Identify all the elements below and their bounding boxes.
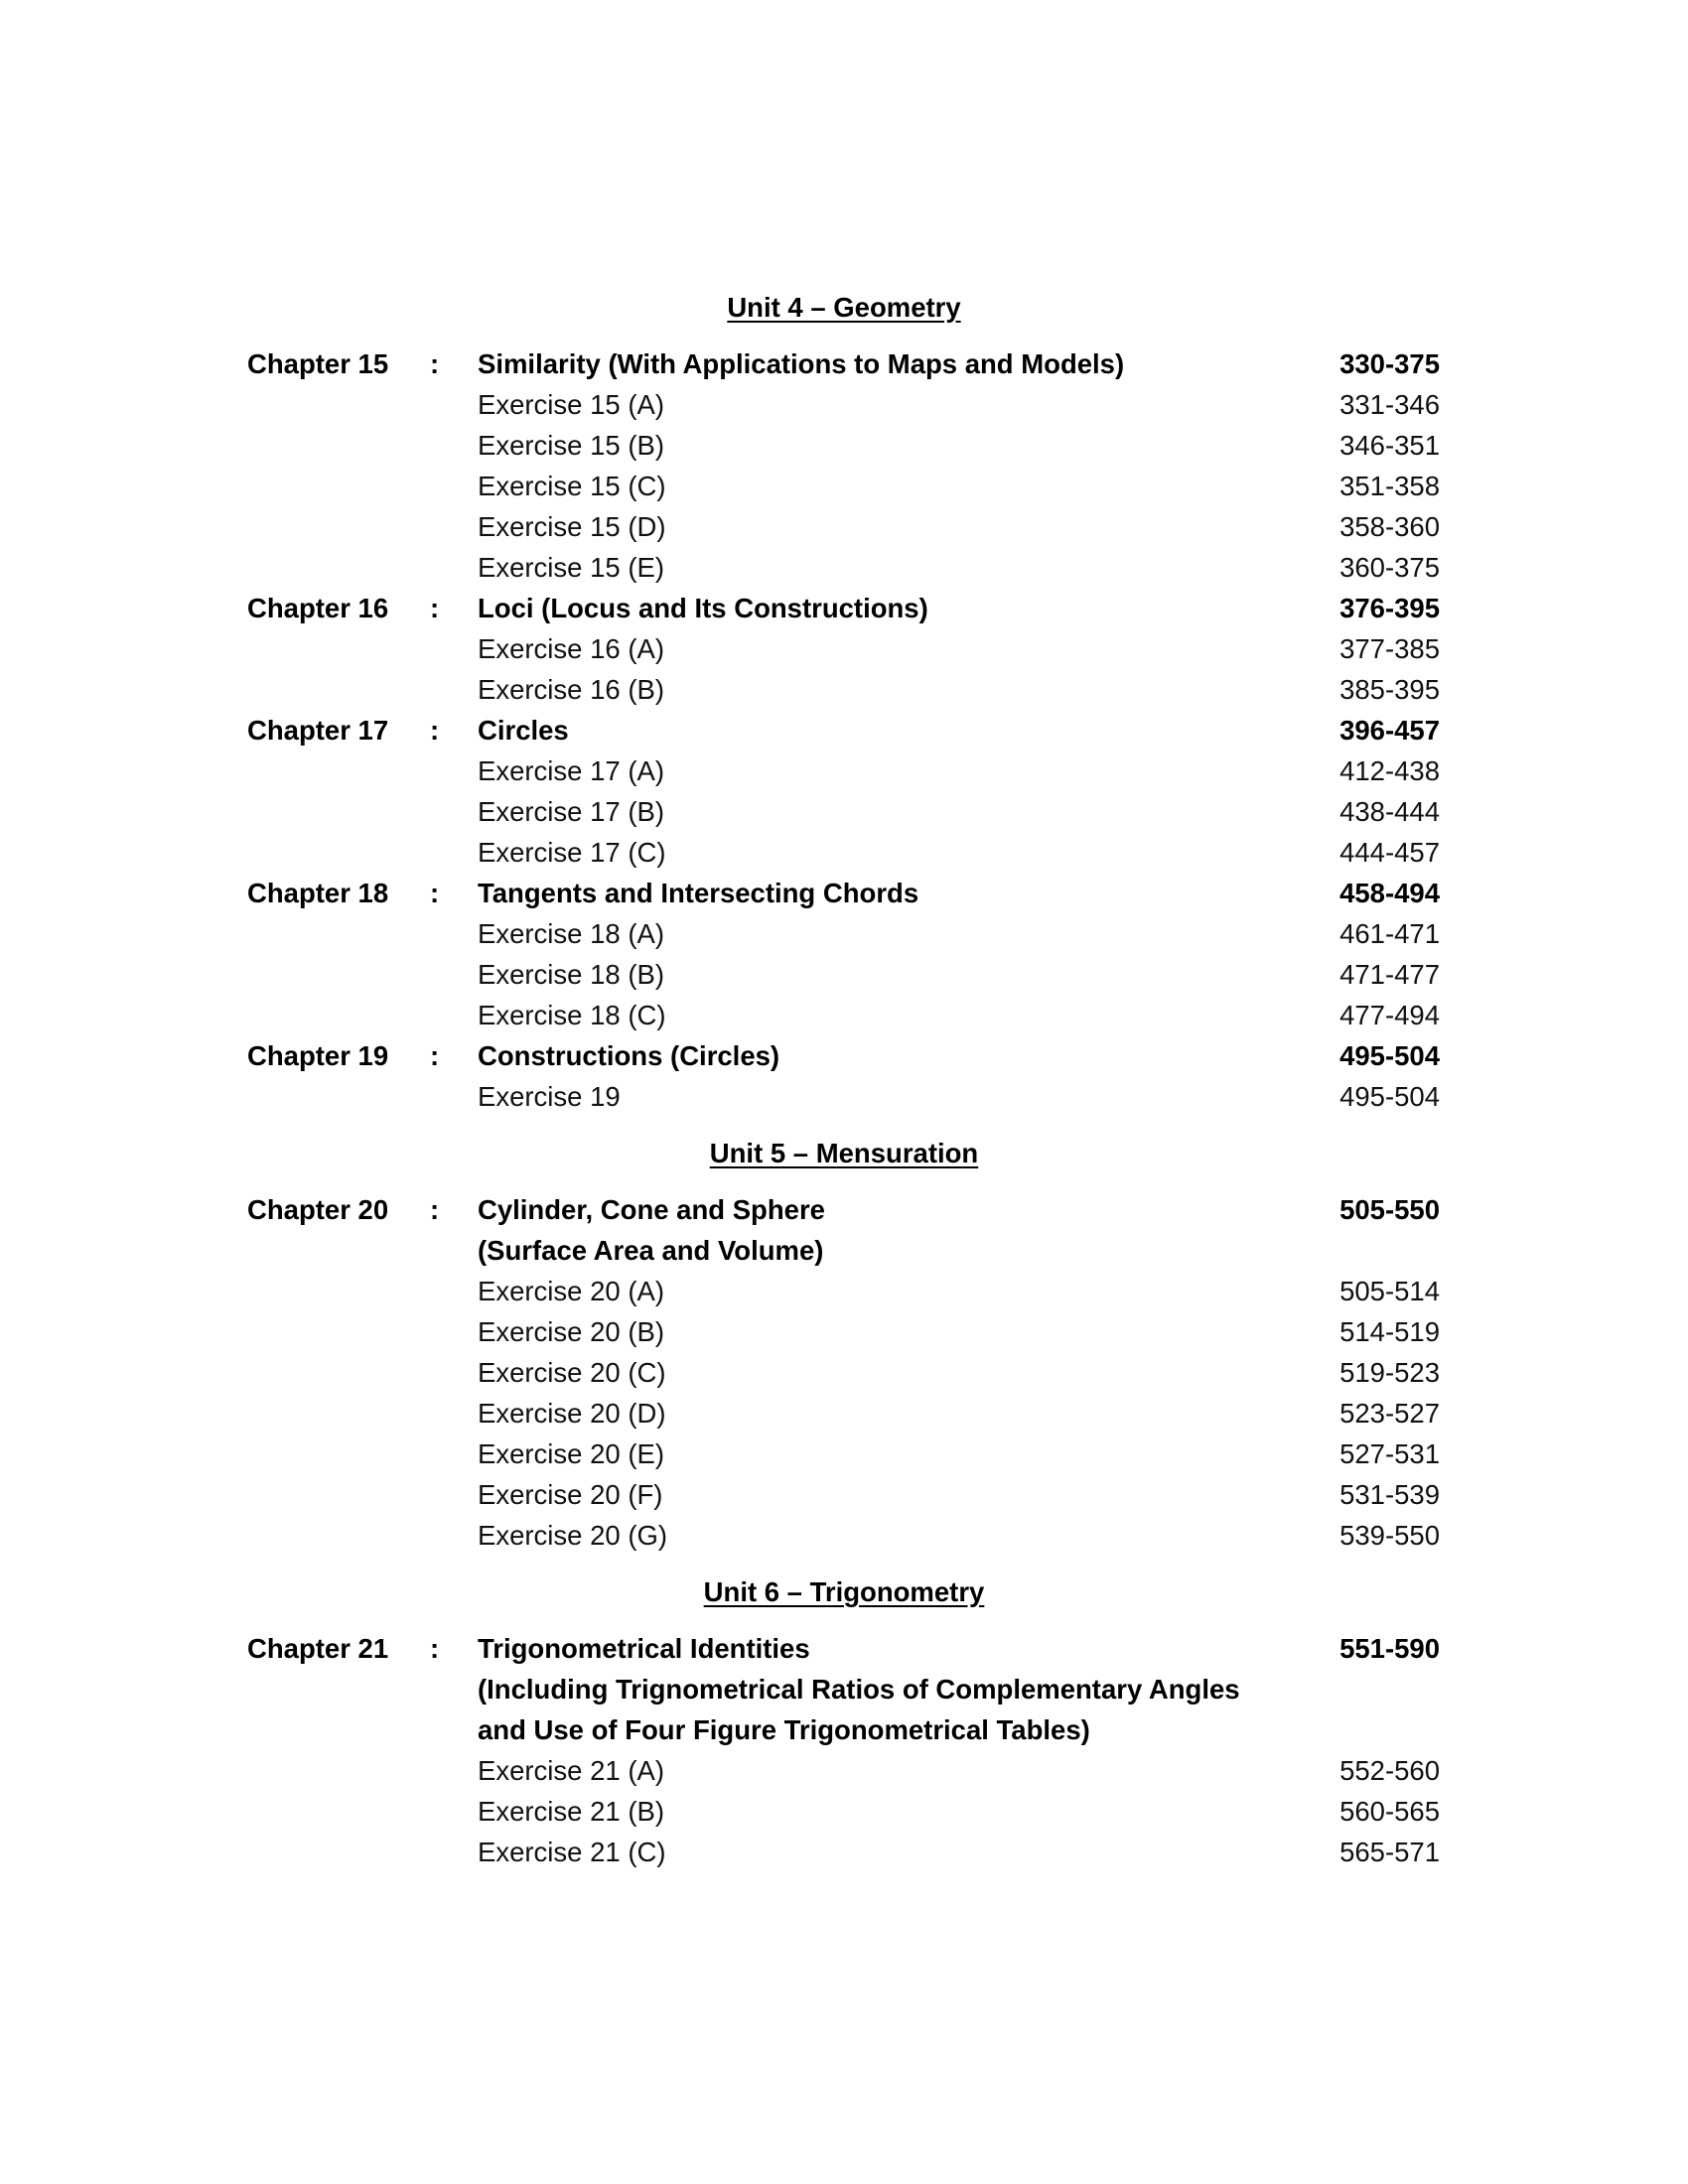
chapter-pages: 495-504 [1339, 1040, 1440, 1071]
chapter-title: Cylinder, Cone and Sphere [478, 1194, 825, 1225]
exercise-title: Exercise 15 (D) [478, 511, 666, 542]
exercise-title: Exercise 17 (C) [478, 837, 666, 868]
section-gap [0, 1612, 1688, 1628]
unit-heading [0, 287, 1688, 328]
exercise-pages: 346-351 [1339, 430, 1440, 461]
exercise-title: Exercise 16 (B) [478, 674, 664, 705]
chapter-label: Chapter 18 [247, 878, 389, 908]
chapter-title: Similarity (With Applications to Maps and Models) [478, 348, 1125, 379]
exercise-pages: 560-565 [1339, 1796, 1440, 1827]
exercise-title: Exercise 20 (E) [478, 1438, 664, 1469]
exercise-title: Exercise 20 (G) [478, 1520, 668, 1551]
exercise-row [0, 547, 1688, 588]
exercise-row [0, 791, 1688, 832]
exercise-pages: 505-514 [1339, 1276, 1440, 1306]
exercise-pages: 360-375 [1339, 552, 1440, 583]
exercise-title: Exercise 18 (A) [478, 918, 664, 949]
exercise-title: Exercise 15 (B) [478, 430, 664, 461]
chapter-title: (Including Trignometrical Ratios of Complementary Angles [478, 1674, 1240, 1705]
exercise-pages: 438-444 [1339, 796, 1440, 827]
exercise-title: Exercise 19 [478, 1081, 621, 1112]
unit-heading [0, 1133, 1688, 1173]
chapter-title: Tangents and Intersecting Chords [478, 878, 919, 908]
exercise-row [0, 425, 1688, 466]
exercise-pages: 527-531 [1339, 1438, 1440, 1469]
exercise-title: Exercise 15 (E) [478, 552, 664, 583]
exercise-pages: 531-539 [1339, 1479, 1440, 1510]
exercise-pages: 358-360 [1339, 511, 1440, 542]
chapter-colon: : [430, 715, 440, 746]
exercise-row [0, 1474, 1688, 1515]
exercise-row [0, 466, 1688, 506]
exercise-row [0, 995, 1688, 1035]
chapter-colon: : [430, 1040, 440, 1071]
chapter-label: Chapter 20 [247, 1194, 389, 1225]
section-gap [0, 1556, 1688, 1571]
exercise-row [0, 832, 1688, 873]
chapter-title-continuation [0, 1709, 1688, 1750]
exercise-title: Exercise 17 (B) [478, 796, 664, 827]
unit-heading-text: Unit 5 – Mensuration [709, 1138, 979, 1168]
section-gap [0, 1173, 1688, 1189]
unit-heading-text: Unit 4 – Geometry [727, 292, 961, 323]
chapter-colon: : [430, 593, 440, 623]
exercise-row [0, 1076, 1688, 1117]
unit-heading-text: Unit 6 – Trigonometry [703, 1576, 985, 1607]
exercise-row [0, 1311, 1688, 1352]
exercise-pages: 495-504 [1339, 1081, 1440, 1112]
chapter-row [0, 1035, 1688, 1076]
exercise-pages: 523-527 [1339, 1398, 1440, 1429]
exercise-row [0, 384, 1688, 425]
exercise-title: Exercise 18 (B) [478, 959, 664, 990]
chapter-title-continuation [0, 1669, 1688, 1709]
exercise-title: Exercise 20 (B) [478, 1316, 664, 1347]
chapter-colon: : [430, 878, 440, 908]
exercise-row [0, 669, 1688, 710]
chapter-label: Chapter 21 [247, 1633, 389, 1664]
chapter-row [0, 588, 1688, 628]
exercise-pages: 331-346 [1339, 389, 1440, 420]
chapter-title: Trigonometrical Identities [478, 1633, 810, 1664]
exercise-title: Exercise 20 (C) [478, 1357, 666, 1388]
chapter-label: Chapter 17 [247, 715, 389, 746]
exercise-row [0, 628, 1688, 669]
chapter-colon: : [430, 1194, 440, 1225]
chapter-label: Chapter 15 [247, 348, 389, 379]
chapter-title: Constructions (Circles) [478, 1040, 780, 1071]
exercise-pages: 444-457 [1339, 837, 1440, 868]
chapter-row [0, 343, 1688, 384]
chapter-title: (Surface Area and Volume) [478, 1235, 824, 1266]
exercise-title: Exercise 16 (A) [478, 633, 664, 664]
exercise-title: Exercise 20 (A) [478, 1276, 664, 1306]
chapter-pages: 396-457 [1339, 715, 1440, 746]
chapter-colon: : [430, 348, 440, 379]
exercise-title: Exercise 21 (B) [478, 1796, 664, 1827]
chapter-title: and Use of Four Figure Trigonometrical Tables) [478, 1714, 1090, 1745]
exercise-pages: 471-477 [1339, 959, 1440, 990]
exercise-pages: 377-385 [1339, 633, 1440, 664]
chapter-row [0, 873, 1688, 913]
exercise-row [0, 751, 1688, 791]
chapter-title: Loci (Locus and Its Constructions) [478, 593, 928, 623]
chapter-title-continuation [0, 1230, 1688, 1271]
exercise-pages: 477-494 [1339, 1000, 1440, 1030]
chapter-pages: 505-550 [1339, 1194, 1440, 1225]
exercise-row [0, 1271, 1688, 1311]
exercise-title: Exercise 20 (F) [478, 1479, 663, 1510]
exercise-pages: 565-571 [1339, 1837, 1440, 1867]
chapter-pages: 458-494 [1339, 878, 1440, 908]
chapter-pages: 376-395 [1339, 593, 1440, 623]
exercise-title: Exercise 17 (A) [478, 755, 664, 786]
exercise-pages: 514-519 [1339, 1316, 1440, 1347]
exercise-row [0, 913, 1688, 954]
exercise-pages: 519-523 [1339, 1357, 1440, 1388]
exercise-title: Exercise 20 (D) [478, 1398, 666, 1429]
exercise-pages: 412-438 [1339, 755, 1440, 786]
exercise-title: Exercise 15 (C) [478, 471, 666, 501]
section-gap [0, 1117, 1688, 1133]
unit-heading [0, 1571, 1688, 1612]
exercise-pages: 552-560 [1339, 1755, 1440, 1786]
exercise-row [0, 506, 1688, 547]
exercise-title: Exercise 15 (A) [478, 389, 664, 420]
exercise-row [0, 1433, 1688, 1474]
chapter-title: Circles [478, 715, 569, 746]
exercise-pages: 461-471 [1339, 918, 1440, 949]
chapter-label: Chapter 16 [247, 593, 389, 623]
chapter-row [0, 1189, 1688, 1230]
chapter-label: Chapter 19 [247, 1040, 389, 1071]
exercise-row [0, 1750, 1688, 1791]
chapter-row [0, 1628, 1688, 1669]
exercise-row [0, 1515, 1688, 1556]
exercise-title: Exercise 21 (A) [478, 1755, 664, 1786]
exercise-row [0, 1352, 1688, 1393]
chapter-colon: : [430, 1633, 440, 1664]
exercise-row [0, 1791, 1688, 1832]
exercise-pages: 351-358 [1339, 471, 1440, 501]
toc-container [0, 287, 1688, 1872]
exercise-pages: 539-550 [1339, 1520, 1440, 1551]
exercise-row [0, 1393, 1688, 1433]
exercise-row [0, 954, 1688, 995]
chapter-row [0, 710, 1688, 751]
exercise-row [0, 1832, 1688, 1872]
chapter-pages: 330-375 [1339, 348, 1440, 379]
chapter-pages: 551-590 [1339, 1633, 1440, 1664]
exercise-title: Exercise 21 (C) [478, 1837, 666, 1867]
exercise-pages: 385-395 [1339, 674, 1440, 705]
exercise-title: Exercise 18 (C) [478, 1000, 666, 1030]
section-gap [0, 328, 1688, 343]
